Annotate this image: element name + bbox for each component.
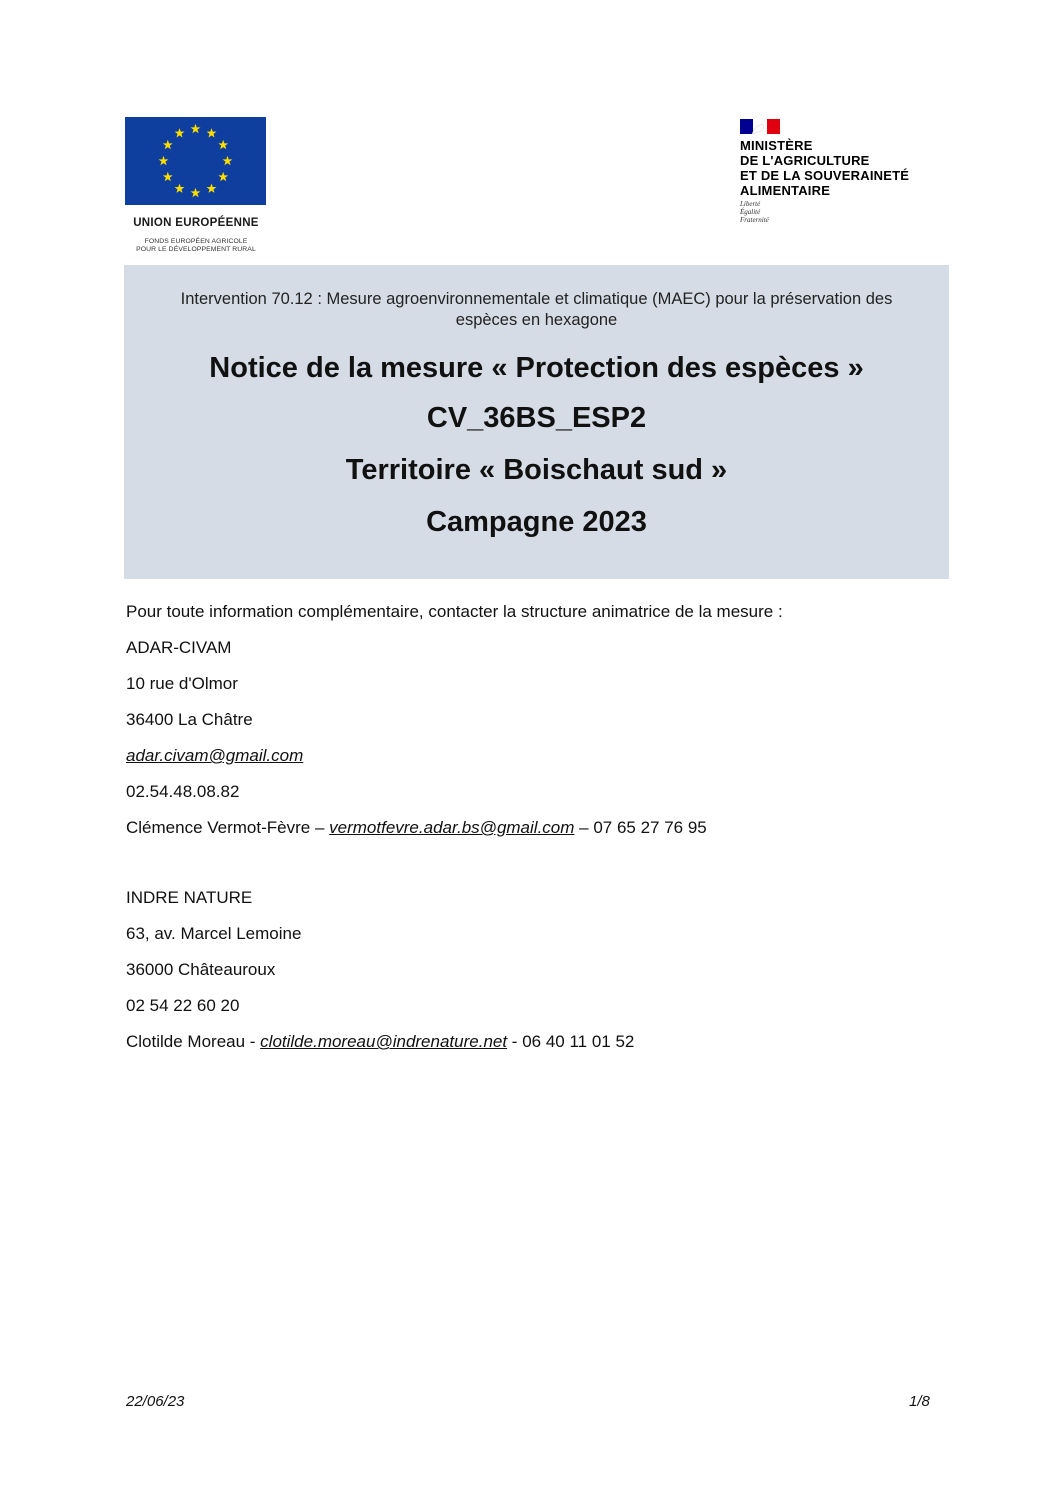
indre-name: INDRE NATURE — [126, 888, 253, 907]
contacts-section — [126, 602, 946, 1068]
ministry-name-line-4: ALIMENTAIRE — [740, 183, 831, 198]
indre-contact-person — [126, 1032, 946, 1052]
motto-fraternite: Fraternité — [740, 216, 769, 224]
motto-egalite: Égalité — [740, 208, 761, 216]
indre-person-separator: - — [245, 1032, 261, 1051]
marianne-flag-icon — [740, 119, 780, 134]
eu-fund-line-1: FONDS EUROPÉEN AGRICOLE — [144, 238, 248, 245]
eu-logo-name: UNION EUROPÉENNE — [133, 217, 259, 229]
indre-phone-separator: - — [507, 1032, 523, 1051]
ministry-motto — [740, 200, 960, 224]
adar-street: 10 rue d'Olmor — [126, 674, 238, 693]
adar-name: ADAR-CIVAM — [126, 638, 232, 657]
adar-person-email-link[interactable]: vermotfevre.adar.bs@gmail.com — [329, 818, 575, 837]
measure-code: CV_36BS_ESP2 — [426, 402, 647, 434]
title-box — [124, 265, 949, 579]
adar-phone: 02.54.48.08.82 — [126, 782, 240, 801]
indre-person-phone: 06 40 11 01 52 — [522, 1032, 635, 1051]
adar-person-phone: 07 65 27 76 95 — [593, 818, 707, 837]
eu-fund-line-2: POUR LE DÉVELOPPEMENT RURAL — [136, 246, 256, 253]
territory-title: Territoire « Boischaut sud » — [345, 454, 728, 486]
adar-person-name: Clémence Vermot-Fèvre — [126, 818, 311, 837]
indre-street: 63, av. Marcel Lemoine — [126, 924, 302, 943]
indre-person-email-link[interactable]: clotilde.moreau@indrenature.net — [260, 1032, 508, 1051]
ministry-name-line-2: DE L'AGRICULTURE — [740, 153, 870, 168]
motto-liberte: Liberté — [740, 200, 761, 208]
ministry-name — [740, 138, 960, 198]
ministry-logo — [740, 119, 960, 224]
indre-phone: 02 54 22 60 20 — [126, 996, 240, 1015]
adar-phone-separator: – — [574, 818, 594, 837]
ministry-name-line-1: MINISTÈRE — [740, 138, 813, 153]
indre-city: 36000 Châteauroux — [126, 960, 276, 979]
contacts-intro: Pour toute information complémentaire, contacter la structure animatrice de la mesure : — [126, 602, 783, 621]
eu-fund-name — [125, 238, 267, 254]
adar-city: 36400 La Châtre — [126, 710, 253, 729]
eu-logo — [125, 117, 267, 254]
indre-person-name: Clotilde Moreau — [126, 1032, 246, 1051]
section-gap — [126, 854, 946, 888]
intervention-text: Intervention 70.12 : Mesure agroenvironnementale et climatique (MAEC) pour la préservation des espèces en hexagone — [180, 290, 893, 329]
adar-email-line — [126, 746, 946, 766]
adar-contact-person — [126, 818, 946, 838]
eu-flag-icon — [125, 117, 266, 205]
document-title: Notice de la mesure « Protection des espèces » — [209, 352, 864, 384]
adar-person-separator: – — [310, 818, 330, 837]
footer-page-number: 1/8 — [909, 1393, 930, 1410]
adar-email-link[interactable]: adar.civam@gmail.com — [126, 746, 304, 765]
footer-date: 22/06/23 — [126, 1393, 185, 1410]
campaign-title: Campagne 2023 — [426, 506, 647, 538]
ministry-name-line-3: ET DE LA SOUVERAINETÉ — [740, 168, 910, 183]
